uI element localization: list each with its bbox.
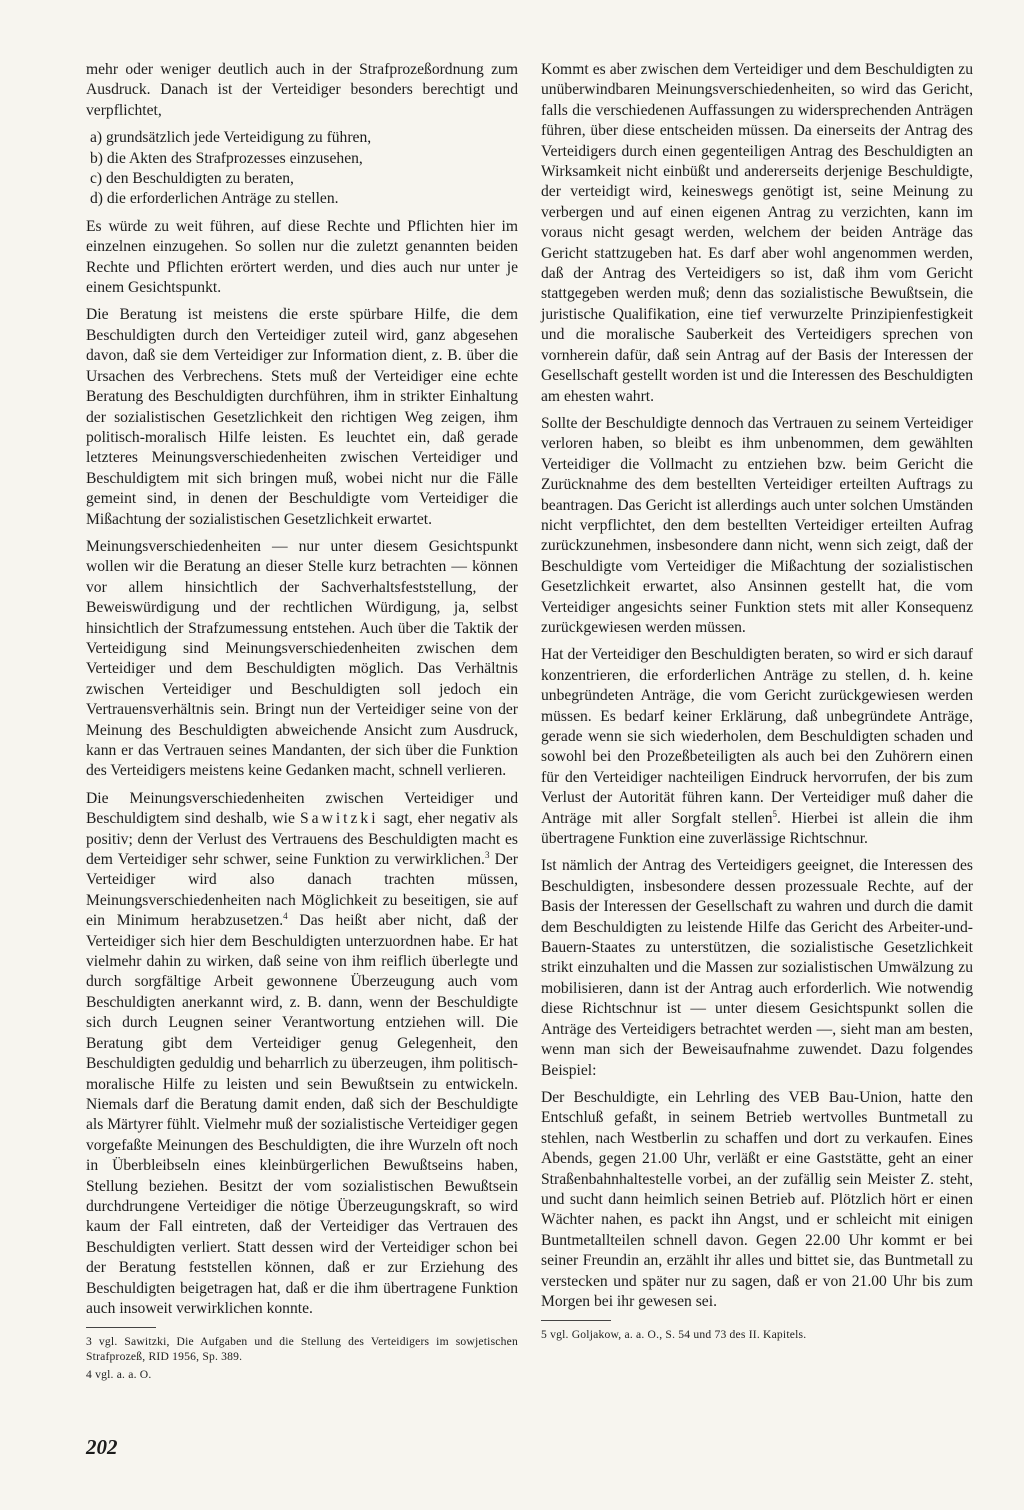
list-item: a) grundsätzlich jede Verteidigung zu führen, [90, 129, 372, 147]
text-run: sagt, eher negativ als positiv; denn der Verlust des Vertrauens des Beschuldigten macht es dem Verteidiger sehr schwer, seine Funktion zu verwirklichen. [86, 810, 518, 869]
paragraph [541, 645, 973, 849]
list-item: b) die Akten des Strafprozesses einzusehen, [90, 149, 363, 167]
text-run: Hat der Verteidiger den Beschuldigten beraten, so wird er sich darauf konzentrieren, die erforderlichen Anträge zu stellen, d. h. keine unbegründeten Anträge, die vom Gericht zurückgewiesen werden müssen. Es bedarf keiner Erklärung, daß unbegründete Anträge, gerade wenn sie sich wiederholen, dem Beschuldigten schaden und sowohl bei den Prozeßbeteiligten als auch bei den Zuhörern einen für den Verteidiger nachteiligen Eindruck hervorrufen, der bis zum Verlust der Autorität führen kann. Der Verteidiger muß daher die Anträge mit aller Sorgfalt stellen [541, 646, 973, 827]
paragraph: Die Beratung ist meistens die erste spürbare Hilfe, die dem Beschuldigten durch den Verteidiger zuteil wird, ganz abgesehen davon, daß sie dem Verteidiger zur Information dient, z. B. über die Ursachen des Verbrechens. Stets muß der Verteidiger eine echte Beratung des Beschuldigten durchführen, ihm in strikter Einhaltung der sozialistischen Gesetzlichkeit den richtigen Weg zeigen, ihm politisch-moralisch Hilfe leisten. Es leuchtet ein, daß gerade letzteres Meinungsverschiedenheiten zwischen Verteidiger und Beschuldigtem mit sich bringen muß, wobei nicht nur die Fälle gemeint sind, in denen der Beschuldigte vom Verteidiger die Mißachtung der sozialistischen Gesetzlichkeit erwartet. [86, 306, 518, 528]
footnote-ref[interactable]: 4 [283, 911, 288, 922]
paragraph [86, 789, 518, 1320]
page-number: 202 [86, 1435, 118, 1459]
paragraph: Kommt es aber zwischen dem Verteidiger und dem Beschuldigten zu unüberwindbaren Meinungsverschiedenheiten, so wird das Gericht, falls die verschiedenen Auffassungen zu widersprechenden Anträgen führen, über diese entscheiden müssen. Da einerseits der Antrag des Verteidigers durch einen gegenteiligen Antrag des Beschuldigten an Wirksamkeit nicht einbüßt und andererseits derjenige Beschuldigte, der verteidigt wird, keineswegs genötigt ist, seine Meinung zu verbergen und auf einen eigenen Antrag zu verzichten, kann im voraus nicht gesagt werden, welchem der beiden Anträge das Gericht stattzugeben hat. Es darf aber wohl angenommen werden, daß der Antrag des Verteidigers so ist, daß ihm vom Gericht stattgegeben werden muß; denn das sozialistische Bewußtsein, die juristische Qualifikation, eine tief verwurzelte Prinzipienfestigkeit und die moralische Sauberkeit des Verteidigers sprechen von vornherein dafür, daß sein Antrag auf der Basis der Interessen der Gesellschaft gestellt worden ist und die Interessen des Beschuldigten am ehesten wahrt. [541, 61, 973, 405]
left-column [86, 60, 518, 1385]
footnote-ref[interactable]: 5 [772, 808, 777, 819]
text-run: Der Verteidiger wird also danach trachten müssen, Meinungsverschiedenheiten nach Möglichkeit zu beseitigen, sie auf ein Minimum herabzusetzen. [86, 851, 518, 930]
paragraph: mehr oder weniger deutlich auch in der Strafprozeßordnung zum Ausdruck. Danach ist der Verteidiger besonders berechtigt und verpflichtet, [86, 61, 518, 119]
footnote: 3 vgl. Sawitzki, Die Aufgaben und die Stellung des Verteidigers im sowjetischen Strafprozeß, RID 1956, Sp. 389. [86, 1335, 518, 1364]
author-name: Sawitzki [299, 810, 379, 828]
paragraph: Ist nämlich der Antrag des Verteidigers geeignet, die Interessen des Beschuldigten, insbesondere dessen prozessuale Rechte, auf der Basis der Interessen der Gesellschaft zu wahren und durch die damit dem Beschuldigten zu leistende Hilfe das Gericht des Arbeiter-und-Bauern-Staates zu unterstützen, die sozialistische Gesetzlichkeit strikt einzuhalten und die Massen zur sozialistischen Umwälzung zu mobilisieren, dann ist der Antrag auch erforderlich. Wie notwendig diese Richtschnur ist — unter diesem Gesichtspunkt sollen die Anträge des Verteidigers betrachtet werden —, sieht man am besten, wenn man sich der Beweisaufnahme zuwendet. Dazu folgendes Beispiel: [541, 857, 973, 1079]
text-run: . Hierbei ist allein die ihm übertragene Funktion eine zuverlässige Richtschnur. [541, 809, 973, 848]
list-item: c) den Beschuldigten zu beraten, [90, 170, 294, 188]
footnote-divider [86, 1327, 156, 1328]
footnote: 4 vgl. a. a. O. [86, 1368, 152, 1382]
footnote-ref[interactable]: 3 [484, 849, 490, 860]
paragraph: Meinungsverschiedenheiten — nur unter diesem Gesichtspunkt wollen wir die Beratung an dieser Stelle kurz betrachten — können vor allem hinsichtlich der Sachverhaltsfeststellung, der Beweiswürdigung und der rechtlichen Würdigung, ja, selbst hinsichtlich der Strafzumessung entstehen. Auch über die Taktik der Verteidigung sind Meinungsverschiedenheiten zwischen dem Verteidiger und dem Beschuldigten möglich. Das Verhältnis zwischen Verteidiger und Beschuldigten soll jedoch ein Vertrauensverhältnis sein. Bringt nun der Verteidiger seine von der Meinung des Beschuldigten abweichende Ansicht zum Ausdruck, kann er das Vertrauen seines Mandanten, der sich über die Funktion des Verteidigers meistens keine Gedanken macht, schnell verlieren. [86, 537, 518, 780]
footnote-divider [541, 1320, 611, 1321]
rights-list [86, 128, 518, 210]
text-run: Die Meinungsverschiedenheiten zwischen Verteidiger und Beschuldigtem sind deshalb, wie [86, 789, 518, 828]
paragraph: Sollte der Beschuldigte dennoch das Vertrauen zu seinem Verteidiger verloren haben, so bleibt es ihm unbenommen, dem gewählten Verteidiger die Vollmacht zu entziehen bzw. beim Gericht die Zurücknahme des dem bestellten Verteidiger erteilten Auftrags zu beantragen. Das Gericht ist allerdings auch unter solchen Umständen nicht verpflichtet, den dem bestellten Verteidiger erteilten Aufrag zurückzunehmen, insbesondere dann nicht, wenn sich zeigt, daß der Beschuldigte vom Verteidiger die Mißachtung der sozialistischen Gesetzlichkeit erwartet, also Ansinnen gestellt hat, die vom Verteidiger angesichts seiner Funktion stets mit aller Konsequenz zurückgewiesen werden müssen. [541, 414, 973, 636]
text-run: Das heißt aber nicht, daß der Verteidiger sich hier dem Beschuldigten unterzuordnen habe. Er hat vielmehr dahin zu wirken, daß seine von ihm reiflich überlegte und durch sorgfältige Arbeit gewonnene Überzeugung auch vom Beschuldigten anerkannt wird, z. B. dann, wenn der Beschuldigte sich durch Leugnen seiner Verantwortung entziehen will. Die Beratung gibt dem Verteidiger genug Gelegenheit, den Beschuldigten geduldig und beharrlich zu überzeugen, ihm politisch-moralische Hilfe zu leisten und sein Bewußtsein zu entwickeln. Niemals darf die Beratung damit enden, daß sich der Beschuldigte als Märtyrer fühlt. Vielmehr muß der sozialistische Verteidiger gegen vorgefaßte Meinungen des Beschuldigten, die ihre Wurzeln oft noch in Überbleibseln eines kleinbürgerlichen Bewußtseins haben, Stellung beziehen. Besitzt der vom sozialistischen Bewußtsein durchdrungene Verteidiger die nötige Überzeugungskraft, so wird kaum der Fall eintreten, daß der Verteidiger das Vertrauen des Beschuldigten verliert. Statt dessen wird der Verteidiger schon bei der Beratung feststellen können, daß er zur Erziehung des Beschuldigten beigetragen hat, daß er die ihm übertragene Funktion auch insoweit verwirklichen konnte. [86, 912, 518, 1317]
paragraph: Der Beschuldigte, ein Lehrling des VEB Bau-Union, hatte den Entschluß gefaßt, in seinem Betrieb wertvolles Buntmetall zu stehlen, nach Westberlin zu schaffen und dort zu verkaufen. Eines Abends, gegen 21.00 Uhr, verläßt er eine Gaststätte, geht an einer Straßenbahnhaltestelle vorbei, an der zufällig sein Meister Z. steht, und sucht dann heimlich seinen Betrieb auf. Plötzlich hört er einen Wächter nahen, es packt ihn Angst, und er schleicht mit einigen Buntmetallteilen schnell davon. Gegen 22.00 Uhr kommt er bei seiner Freundin an, erzählt ihr alles und bittet sie, das Buntmetall zu verstecken und später nur zu sagen, daß er von 21.00 Uhr bis zum Morgen bei ihr gewesen sei. [541, 1088, 973, 1310]
footnote: 5 vgl. Goljakow, a. a. O., S. 54 und 73 des II. Kapitels. [541, 1328, 807, 1342]
right-column [541, 60, 973, 1345]
paragraph: Es würde zu weit führen, auf diese Rechte und Pflichten hier im einzelnen einzugehen. So sollen nur die zuletzt genannten beiden Rechte und Pflichten erörtert werden, und dies auch nur unter je einem Gesichtspunkt. [86, 217, 518, 297]
list-item: d) die erforderlichen Anträge zu stellen. [90, 190, 339, 208]
